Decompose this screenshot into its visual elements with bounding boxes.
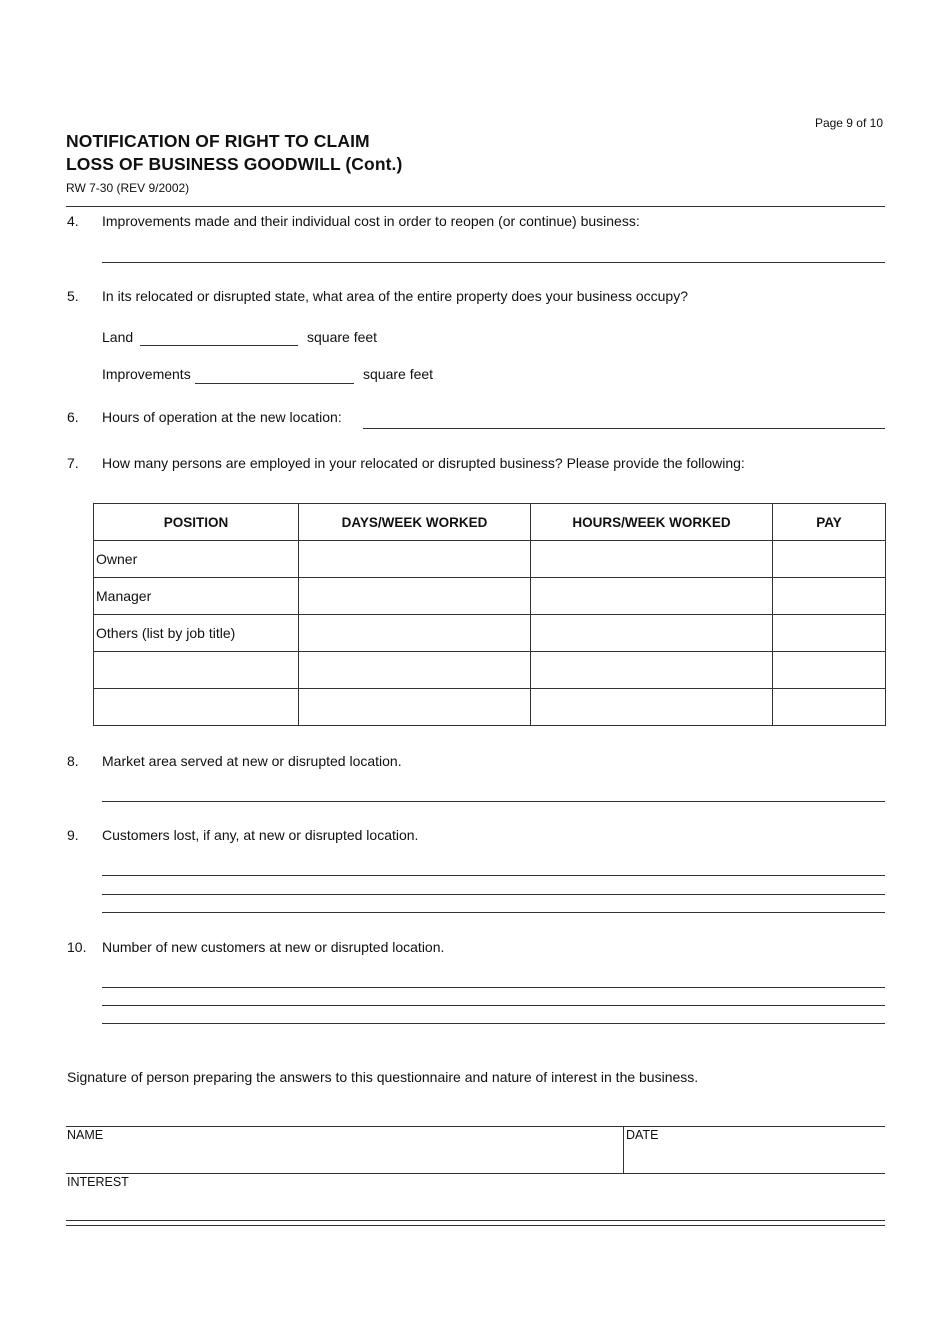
q10-answer-line-2[interactable] — [102, 1005, 885, 1006]
days-week-cell[interactable] — [299, 578, 531, 615]
improvements-label: Improvements — [102, 366, 191, 382]
name-label: NAME — [67, 1128, 104, 1142]
table-header-row — [94, 504, 886, 541]
name-field[interactable] — [66, 1127, 622, 1172]
q10-number: 10. — [67, 939, 87, 955]
column-header-days-week: DAYS/WEEK WORKED — [299, 504, 531, 541]
days-week-cell[interactable] — [299, 652, 531, 689]
land-area-field[interactable] — [140, 345, 298, 346]
hours-week-cell[interactable] — [531, 578, 773, 615]
q10-answer-line-3[interactable] — [102, 1023, 885, 1024]
table-row — [94, 652, 886, 689]
q4-text: Improvements made and their individual cost in order to reopen (or continue) business: — [102, 213, 640, 229]
improvements-area-field[interactable] — [195, 383, 354, 384]
q9-text: Customers lost, if any, at new or disrupted location. — [102, 827, 419, 843]
q10-answer-line-1[interactable] — [102, 987, 885, 988]
q9-answer-line-2[interactable] — [102, 894, 885, 895]
header-divider — [66, 206, 885, 207]
pay-cell[interactable] — [773, 652, 886, 689]
q5-number: 5. — [67, 288, 79, 304]
position-cell: Others (list by job title) — [94, 615, 299, 652]
q7-text: How many persons are employed in your relocated or disrupted business? Please provide the following: — [102, 455, 745, 471]
days-week-cell[interactable] — [299, 689, 531, 726]
q8-answer-line[interactable] — [102, 801, 885, 802]
q9-number: 9. — [67, 827, 79, 843]
signature-statement: Signature of person preparing the answers to this questionnaire and nature of interest in the business. — [67, 1069, 699, 1085]
date-field[interactable] — [624, 1127, 885, 1172]
q4-number: 4. — [67, 213, 79, 229]
q7-number: 7. — [67, 455, 79, 471]
form-title-line1: NOTIFICATION OF RIGHT TO CLAIM — [66, 131, 370, 151]
column-header-hours-week: HOURS/WEEK WORKED — [531, 504, 773, 541]
hours-week-cell[interactable] — [531, 541, 773, 578]
form-code: RW 7-30 (REV 9/2002) — [66, 181, 190, 195]
q9-answer-line-3[interactable] — [102, 912, 885, 913]
hours-of-operation-field[interactable] — [363, 428, 885, 429]
position-cell[interactable] — [94, 652, 299, 689]
q6-number: 6. — [67, 409, 79, 425]
q9-answer-line-1[interactable] — [102, 875, 885, 876]
interest-label: INTEREST — [67, 1175, 129, 1189]
days-week-cell[interactable] — [299, 541, 531, 578]
signature-bottom-line-1 — [66, 1220, 885, 1221]
page-number: Page 9 of 10 — [814, 116, 883, 130]
days-week-cell[interactable] — [299, 615, 531, 652]
q5-text: In its relocated or disrupted state, what area of the entire property does your business occupy? — [102, 288, 688, 304]
position-cell: Owner — [94, 541, 299, 578]
improvements-unit-label: square feet — [363, 366, 434, 382]
table-row — [94, 541, 886, 578]
employment-table — [93, 503, 886, 726]
q6-text: Hours of operation at the new location: — [102, 409, 342, 425]
q8-number: 8. — [67, 753, 79, 769]
land-unit-label: square feet — [307, 329, 378, 345]
signature-bottom-line-2 — [66, 1225, 885, 1226]
column-header-pay: PAY — [773, 504, 886, 541]
pay-cell[interactable] — [773, 615, 886, 652]
pay-cell[interactable] — [773, 689, 886, 726]
q4-answer-line[interactable] — [102, 262, 885, 263]
position-cell: Manager — [94, 578, 299, 615]
hours-week-cell[interactable] — [531, 689, 773, 726]
q10-text: Number of new customers at new or disrupted location. — [102, 939, 445, 955]
date-label: DATE — [626, 1128, 659, 1142]
table-row — [94, 689, 886, 726]
position-cell[interactable] — [94, 689, 299, 726]
land-label: Land — [102, 329, 134, 345]
q8-text: Market area served at new or disrupted location. — [102, 753, 402, 769]
pay-cell[interactable] — [773, 541, 886, 578]
table-row — [94, 578, 886, 615]
pay-cell[interactable] — [773, 578, 886, 615]
hours-week-cell[interactable] — [531, 652, 773, 689]
form-title-line2: LOSS OF BUSINESS GOODWILL (Cont.) — [66, 154, 403, 174]
column-header-position: POSITION — [94, 504, 299, 541]
table-row — [94, 615, 886, 652]
interest-field[interactable] — [66, 1174, 885, 1219]
hours-week-cell[interactable] — [531, 615, 773, 652]
